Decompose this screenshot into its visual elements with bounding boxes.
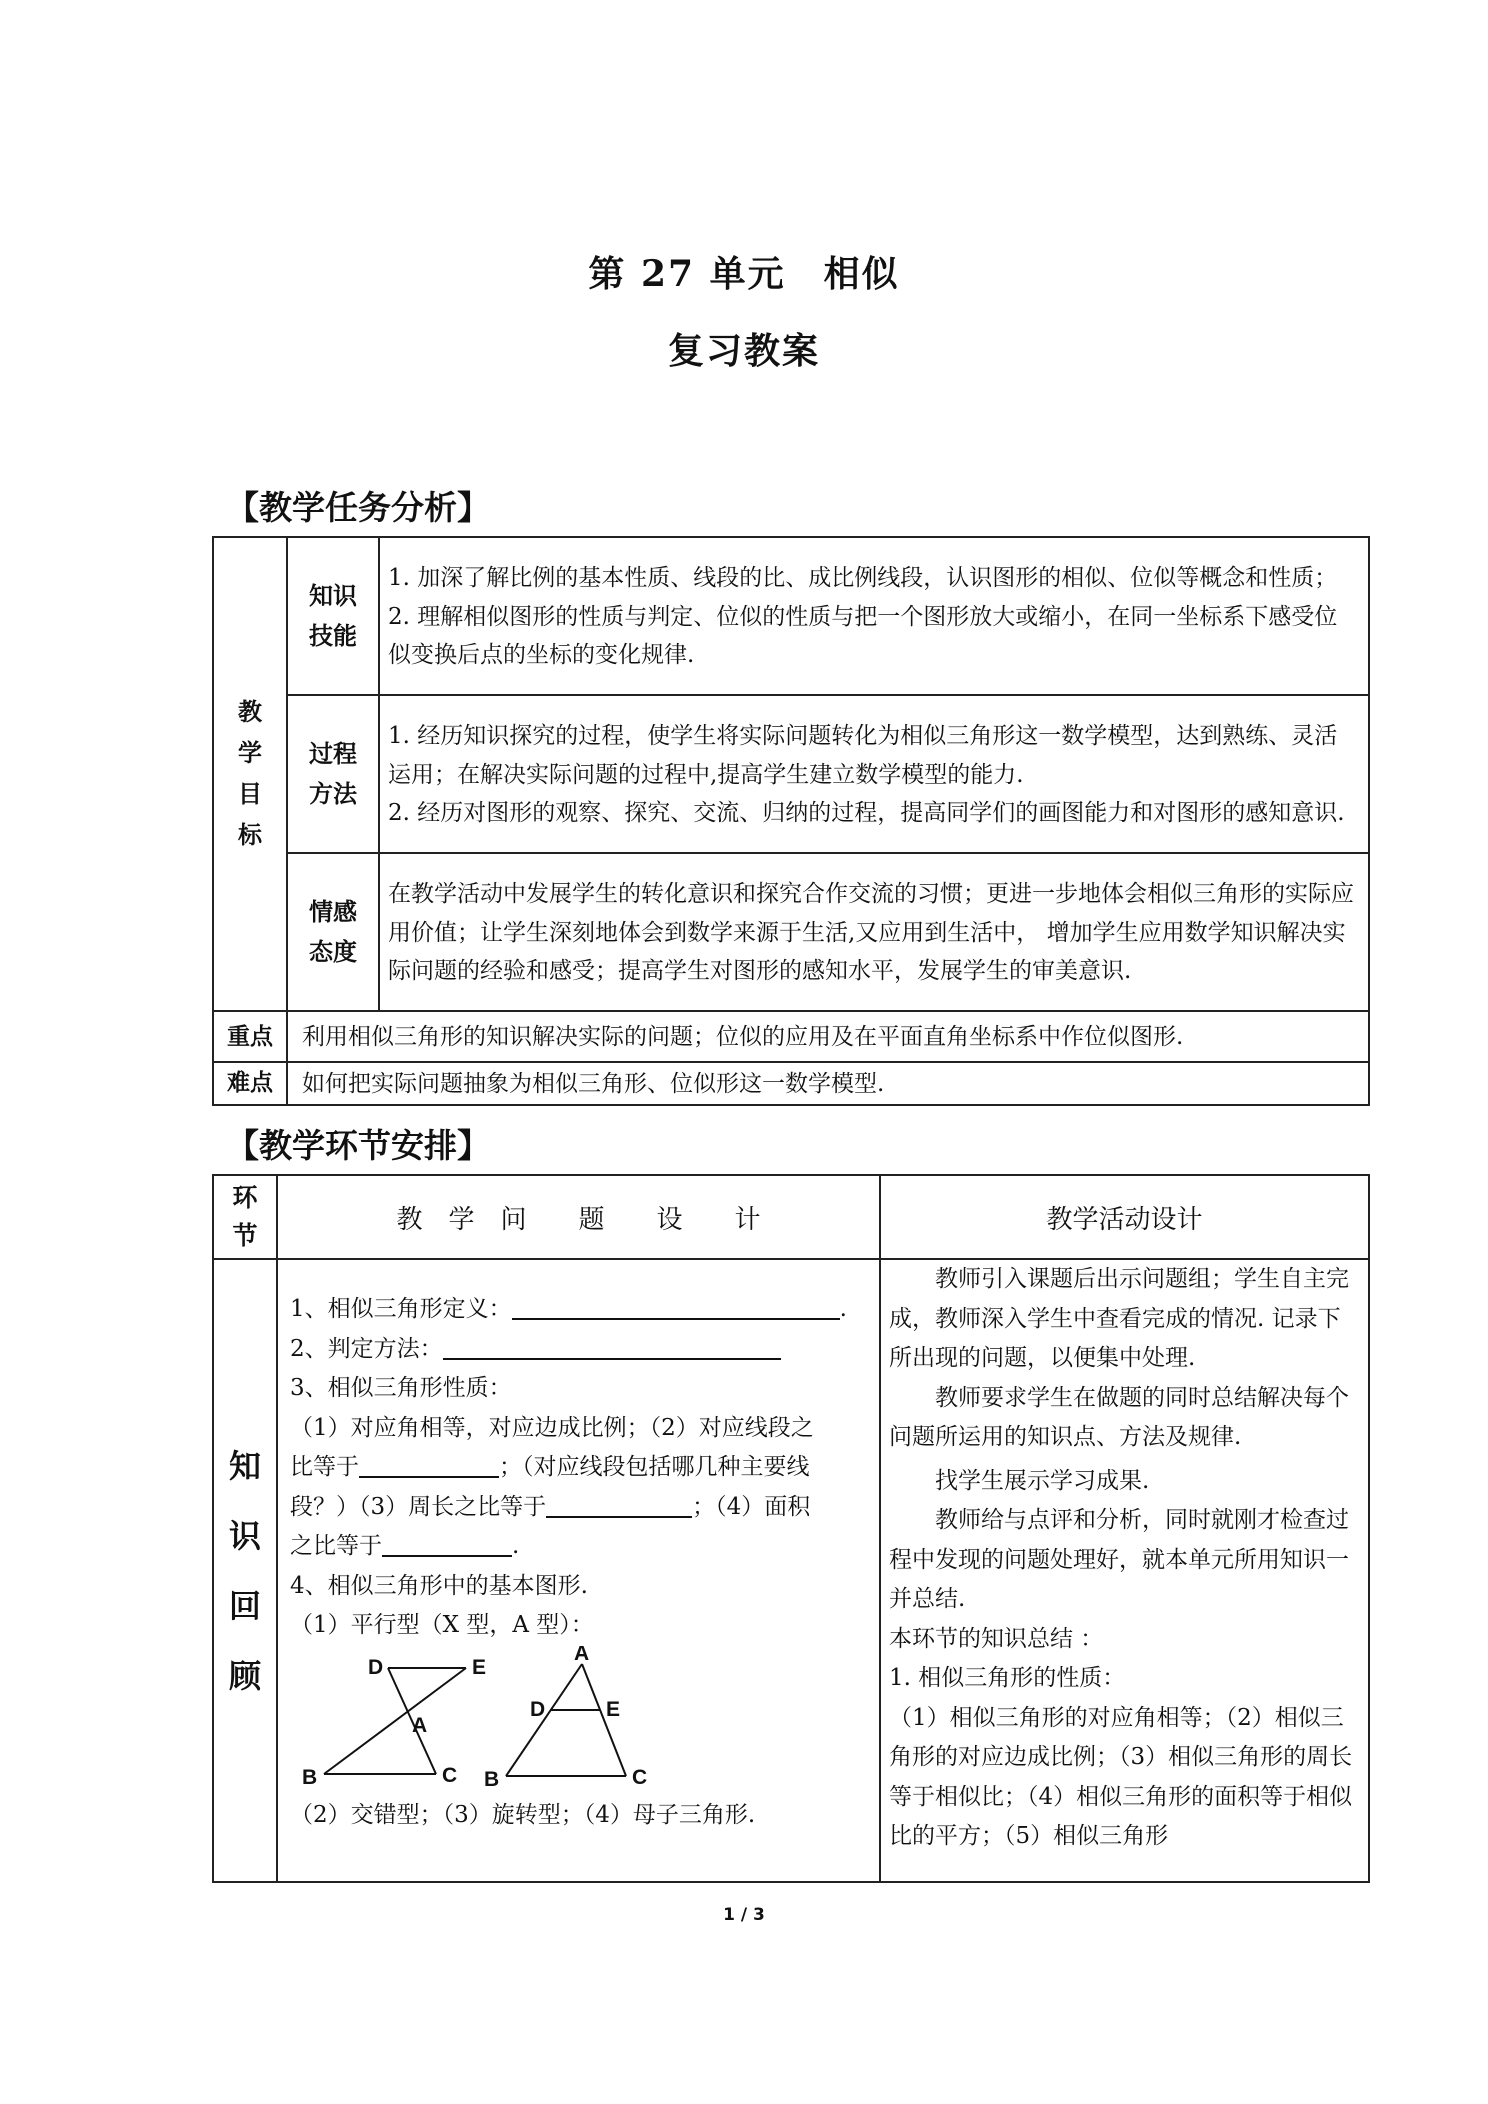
emotion-attitude-text	[379, 853, 1369, 1011]
goal-line: 1. 加深了解比例的基本性质、线段的比、成比例线段，认识图形的相似、位似等概念和性质；	[388, 565, 1338, 592]
activity-paragraph: 教师给与点评和分析，同时就刚才检查过程中发现的问题处理好，就本单元所用知识一并总结.	[889, 1507, 1349, 1612]
activity-paragraph: （1）相似三角形的对应角相等；（2）相似三角形的对应边成比例；（3）相似三角形的周长等于相似比；（4）相似三角形的面积等于相似比的平方；（5）相似三角形	[889, 1704, 1353, 1849]
label-line: 方法	[309, 780, 357, 808]
process-method-text	[379, 695, 1369, 853]
activity-paragraph: 教师要求学生在做题的同时总结解决每个问题所运用的知识点、方法及规律.	[889, 1384, 1349, 1450]
x-figure-label-c: C	[442, 1763, 458, 1787]
question-1	[290, 1290, 867, 1330]
label-line: 技能	[309, 622, 357, 650]
page-subtitle: 复习教案	[667, 330, 820, 372]
question-text: 段？）（3）周长之比等于	[290, 1493, 547, 1520]
page-number: 1 / 3	[723, 1905, 765, 1925]
question-text: 2、判定方法：	[290, 1335, 443, 1362]
x-figure-label-b: B	[302, 1765, 318, 1789]
stage-char: 识	[228, 1516, 261, 1555]
question-3: 3、相似三角形性质：	[290, 1375, 512, 1401]
a-figure-label-c: C	[632, 1765, 648, 1789]
difficulty-label: 难点	[213, 1062, 287, 1105]
stage-char: 顾	[228, 1656, 261, 1695]
question-text: 1、相似三角形定义：	[290, 1296, 512, 1322]
label-line: 情感	[309, 898, 357, 926]
activity-paragraph: 本环节的知识总结 ：	[889, 1625, 1104, 1652]
question-4: 4、相似三角形中的基本图形.	[290, 1572, 588, 1599]
page-title: 第 27 单元 相似	[588, 253, 900, 295]
goal-line: 在教学活动中发展学生的转化意识和探究合作交流的习惯；更进一步地体会相似三角形的实际应用价值；让学生深刻地体会到数学来源于生活,又应用到生活中， 增加学生应用数学知识解决实际问题的经验和感受；提高学生对图形的感知水平，发展学生的审美意识.	[388, 881, 1354, 985]
x-figure-label-e: E	[472, 1655, 487, 1679]
label-line: 知识	[309, 582, 357, 610]
process-method-label	[287, 695, 379, 853]
question-3-line-d	[290, 1527, 867, 1567]
header-char: 节	[232, 1221, 258, 1250]
question-3-line-c	[290, 1488, 867, 1528]
question-design-cell	[277, 1259, 880, 1882]
a-figure-label-d: D	[530, 1697, 546, 1721]
activity-paragraph: 教师引入课题后出示问题组；学生自主完成，教师深入学生中查看完成的情况. 记录下所出现的问题，以便集中处理.	[889, 1266, 1349, 1371]
goals-label-char: 学	[238, 739, 262, 767]
answer-blank[interactable]	[382, 1529, 512, 1557]
task-analysis-table	[212, 536, 1370, 1106]
question-text: ；（4）面积	[692, 1493, 811, 1520]
activity-paragraph: 找学生展示学习成果.	[935, 1467, 1150, 1494]
knowledge-skill-text	[379, 537, 1369, 695]
answer-blank[interactable]	[443, 1332, 781, 1360]
stage-char: 回	[228, 1586, 261, 1625]
question-4-b: （2）交错型；（3）旋转型；（4）母子三角形.	[290, 1801, 756, 1828]
header-question-design: 教 学 问 题 设 计	[277, 1175, 880, 1259]
goals-label-char: 标	[238, 821, 262, 849]
label-line: 态度	[309, 938, 357, 966]
header-char: 环	[232, 1183, 258, 1212]
x-figure-label-a: A	[412, 1713, 428, 1737]
question-4-a: （1）平行型（X 型，A 型）：	[290, 1612, 594, 1638]
question-text: 之比等于	[290, 1533, 382, 1559]
a-figure-label-b: B	[484, 1767, 500, 1791]
a-figure-label-a: A	[574, 1645, 590, 1665]
knowledge-skill-label	[287, 537, 379, 695]
section-heading-task-analysis: 【教学任务分析】	[226, 488, 490, 527]
section-heading-teaching-arrangement: 【教学环节安排】	[226, 1126, 490, 1165]
activity-paragraph: 1. 相似三角形的性质：	[889, 1665, 1126, 1691]
answer-blank[interactable]	[359, 1450, 499, 1478]
question-2	[290, 1330, 867, 1370]
activity-design-cell	[880, 1259, 1369, 1882]
teaching-arrangement-table	[212, 1174, 1370, 1883]
header-stage	[213, 1175, 277, 1259]
a-figure-label-e: E	[606, 1697, 621, 1721]
key-point-label: 重点	[213, 1011, 287, 1062]
question-text: .	[512, 1533, 520, 1559]
question-3-line-b	[290, 1448, 867, 1488]
stage-knowledge-review	[213, 1259, 277, 1882]
goal-line: 2. 经历对图形的观察、探究、交流、归纳的过程，提高同学们的画图能力和对图形的感知意识.	[388, 800, 1345, 827]
emotion-attitude-label	[287, 853, 379, 1011]
similar-triangle-figures	[294, 1646, 754, 1796]
question-3-line-a: （1）对应角相等，对应边成比例；（2）对应线段之	[290, 1414, 814, 1441]
goals-label-char: 目	[238, 780, 262, 808]
difficulty-text: 如何把实际问题抽象为相似三角形、位似形这一数学模型.	[287, 1062, 1369, 1105]
goals-label-cell	[213, 537, 287, 1011]
question-text: .	[839, 1296, 847, 1322]
key-point-text: 利用相似三角形的知识解决实际的问题；位似的应用及在平面直角坐标系中作位似图形.	[287, 1011, 1369, 1062]
question-text: 比等于	[290, 1454, 359, 1480]
goal-line: 1. 经历知识探究的过程，使学生将实际问题转化为相似三角形这一数学模型，达到熟练、灵活运用；在解决实际问题的过程中,提高学生建立数学模型的能力.	[388, 723, 1338, 788]
answer-blank[interactable]	[546, 1490, 692, 1518]
header-activity-design: 教学活动设计	[880, 1175, 1369, 1259]
question-text: ；（对应线段包括哪几种主要线	[499, 1454, 810, 1480]
goal-line: 2. 理解相似图形的性质与判定、位似的性质与把一个图形放大或缩小，在同一坐标系下感受位似变换后点的坐标的变化规律.	[388, 603, 1338, 669]
goals-label-char: 教	[238, 698, 262, 726]
x-figure-label-d: D	[368, 1655, 384, 1679]
answer-blank[interactable]	[512, 1292, 840, 1320]
label-line: 过程	[309, 740, 357, 768]
stage-char: 知	[228, 1446, 261, 1485]
